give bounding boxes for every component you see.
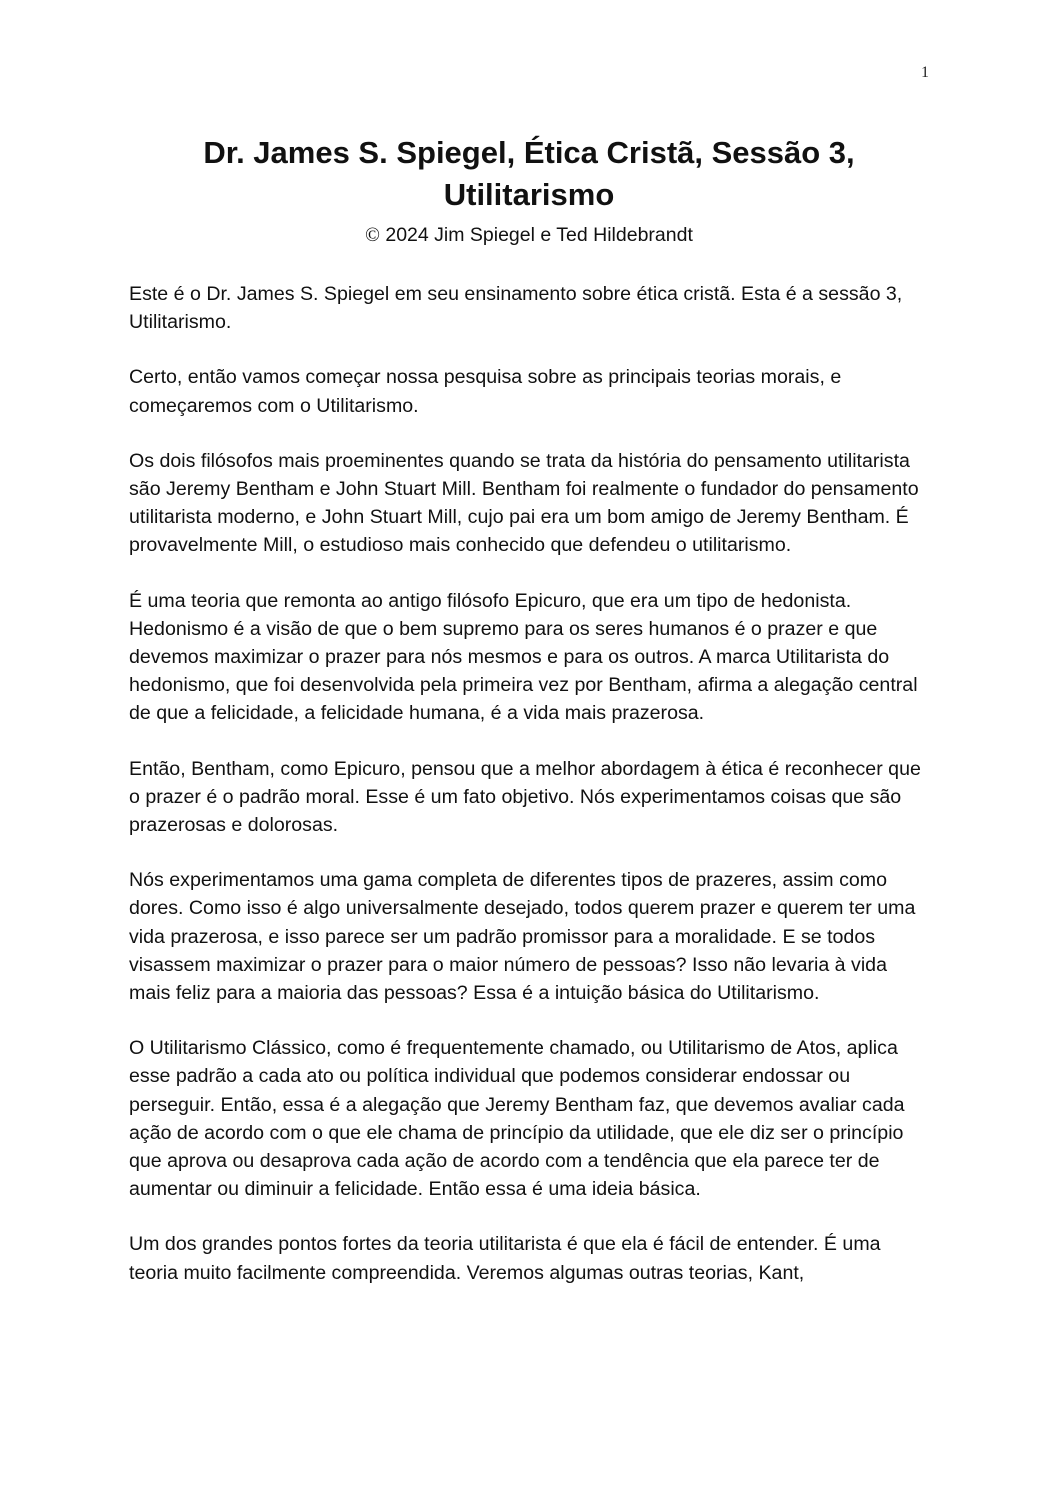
paragraph: É uma teoria que remonta ao antigo filósofo Epicuro, que era um tipo de hedonista. Hedonismo é a visão de que o bem supremo para os seres humanos é o prazer e que devemos maximizar o prazer para nós mesmos e para os outros. A marca Utilitarista do hedonismo, que foi desenvolvida pela primeira vez por Bentham, afirma a alegação central de que a felicidade, a felicidade humana, é a vida mais prazerosa. [129, 589, 918, 725]
paragraph: Os dois filósofos mais proeminentes quando se trata da história do pensamento utilitarista são Jeremy Bentham e John Stuart Mill. Bentham foi realmente o fundador do pensamento utilitarista moderno, e John Stuart Mill, cujo pai era um bom amigo de Jeremy Bentham. É provavelmente Mill, o estudioso mais conhecido que defendeu o utilitarismo. [129, 449, 919, 557]
copyright-symbol: © [365, 225, 380, 246]
paragraph: Este é o Dr. James S. Spiegel em seu ensinamento sobre ética cristã. Esta é a sessão 3, Utilitarismo. [129, 283, 903, 334]
document-body [129, 280, 927, 1314]
paragraph: Nós experimentamos uma gama completa de diferentes tipos de prazeres, assim como dores. Como isso é algo universalmente desejado, todos querem prazer e querem ter uma vida prazerosa, e isso parece ser um padrão promissor para a moralidade. E se todos visassem maximizar o prazer para o maior número de pessoas? Isso não levaria à vida mais feliz para a maioria das pessoas? Essa é a intuição básica do Utilitarismo. [129, 869, 916, 1005]
copyright-line [129, 222, 929, 249]
page-number: 1 [921, 64, 929, 81]
paragraph: Um dos grandes pontos fortes da teoria utilitarista é que ela é fácil de entender. É uma teoria muito facilmente compreendida. Veremos algumas outras teorias, Kant, [129, 1233, 881, 1284]
paragraph: Então, Bentham, como Epicuro, pensou que a melhor abordagem à ética é reconhecer que o prazer é o padrão moral. Esse é um fato objetivo. Nós experimentamos coisas que são prazerosas e dolorosas. [129, 757, 921, 837]
paragraph: Certo, então vamos começar nossa pesquisa sobre as principais teorias morais, e começaremos com o Utilitarismo. [129, 366, 842, 417]
document-title: Dr. James S. Spiegel, Ética Cristã, Sessão 3, Utilitarismo [203, 135, 855, 212]
copyright-text: 2024 Jim Spiegel e Ted Hildebrandt [379, 224, 693, 246]
paragraph: O Utilitarismo Clássico, como é frequentemente chamado, ou Utilitarismo de Atos, aplica esse padrão a cada ato ou política individual que podemos considerar endossar ou perseguir. Então, essa é a alegação que Jeremy Bentham faz, que devemos avaliar cada ação de acordo com o que ele chama de princípio da utilidade, que ele diz ser o princípio que aprova ou desaprova cada ação de acordo com a tendência que ela parece ter de aumentar ou diminuir a felicidade. Então essa é uma ideia básica. [129, 1037, 905, 1201]
